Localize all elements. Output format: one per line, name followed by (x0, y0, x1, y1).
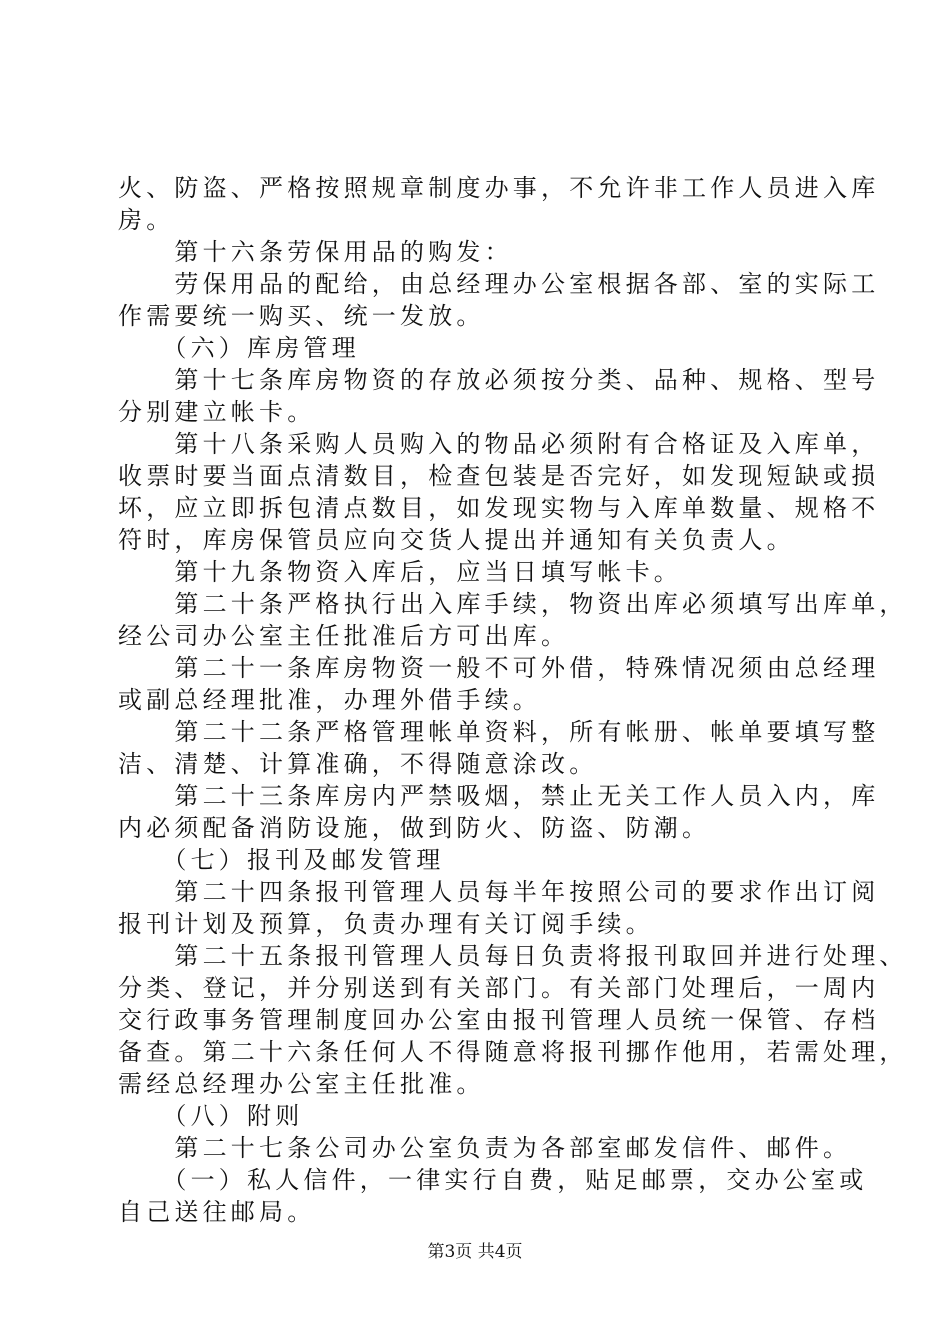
text-line: 作需要统一购买、统一发放。 (118, 302, 485, 330)
text-line: 火、防盗、严格按照规章制度办事，不允许非工作人员进入库 (118, 174, 880, 202)
text-line: 经公司办公室主任批准后方可出库。 (118, 622, 570, 650)
section-heading: （八）附则 (118, 1102, 304, 1130)
section-heading: （六）库房管理 (118, 334, 360, 362)
page-number-footer: 第3页 共4页 (427, 1242, 523, 1262)
text-line: 第二十四条报刊管理人员每半年按照公司的要求作出订阅 (118, 878, 880, 906)
text-line: 第二十五条报刊管理人员每日负责将报刊取回并进行处理、 (118, 942, 908, 970)
text-line: 自己送往邮局。 (118, 1198, 316, 1226)
text-line: 第二十三条库房内严禁吸烟，禁止无关工作人员入内，库 (118, 782, 880, 810)
text-line: 分类、登记，并分别送到有关部门。有关部门处理后，一周内 (118, 974, 880, 1002)
text-line: 或副总经理批准，办理外借手续。 (118, 686, 541, 714)
text-line: 第二十七条公司办公室负责为各部室邮发信件、邮件。 (118, 1134, 852, 1162)
text-line: 内必须配备消防设施，做到防火、防盗、防潮。 (118, 814, 711, 842)
text-line: 收票时要当面点清数目，检查包装是否完好，如发现短缺或损 (118, 462, 880, 490)
text-line: 符时，库房保管员应向交货人提出并通知有关负责人。 (118, 526, 795, 554)
section-heading: （七）报刊及邮发管理 (118, 846, 445, 874)
text-line: 第十七条库房物资的存放必须按分类、品种、规格、型号 (118, 366, 880, 394)
text-line: 洁、清楚、计算准确，不得随意涂改。 (118, 750, 598, 778)
text-line: 需经总经理办公室主任批准。 (118, 1070, 485, 1098)
text-line: 第十九条物资入库后，应当日填写帐卡。 (118, 558, 682, 586)
text-line: 第二十条严格执行出入库手续，物资出库必须填写出库单， (118, 590, 908, 618)
text-line: 第二十一条库房物资一般不可外借，特殊情况须由总经理 (118, 654, 880, 682)
text-line: 劳保用品的配给，由总经理办公室根据各部、室的实际工 (118, 270, 880, 298)
text-line: 报刊计划及预算，负责办理有关订阅手续。 (118, 910, 654, 938)
text-line: 房。 (118, 206, 175, 234)
text-line: 备查。第二十六条任何人不得随意将报刊挪作他用，若需处理， (118, 1038, 908, 1066)
text-line: 第十八条采购人员购入的物品必须附有合格证及入库单， (118, 430, 880, 458)
text-line: 第二十二条严格管理帐单资料，所有帐册、帐单要填写整 (118, 718, 880, 746)
text-line: 坏，应立即拆包清点数目，如发现实物与入库单数量、规格不 (118, 494, 880, 522)
document-body (118, 172, 908, 1228)
text-line: 第十六条劳保用品的购发： (118, 238, 513, 266)
text-line: 分别建立帐卡。 (118, 398, 316, 426)
text-line: （一）私人信件，一律实行自费，贴足邮票，交办公室或 (118, 1166, 868, 1194)
text-line: 交行政事务管理制度回办公室由报刊管理人员统一保管、存档 (118, 1006, 880, 1034)
